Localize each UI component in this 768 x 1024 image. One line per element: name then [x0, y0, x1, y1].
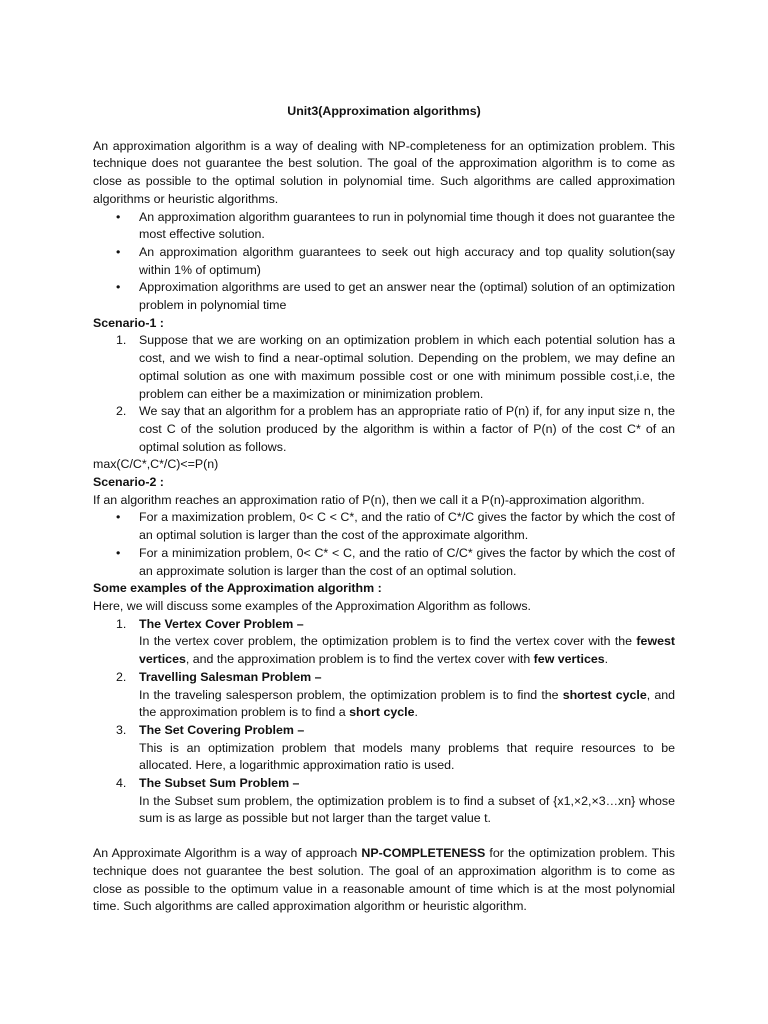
- example-item-2: [93, 669, 675, 722]
- scenario-1-heading: Scenario-1 :: [93, 315, 164, 330]
- example-1-text: [139, 633, 675, 668]
- closing-text-part: for the optimization problem. This technique does not guarantee the best solution. The goal of an approximation algorithm is to come as close as possible to the optimum value in a reasonable amount of time which is at the most polynomial time. Such algorithms are called approximation algorithm or heuristic algorithm.: [93, 846, 675, 914]
- page-title: Unit3(Approximation algorithms): [287, 104, 481, 118]
- closing-paragraph: [93, 845, 675, 916]
- example-2-title: 2. Travelling Salesman Problem –: [139, 669, 322, 684]
- intro-bullet-2: • An approximation algorithm guarantees to seek out high accuracy and top quality solution(say within 1% of optimum): [93, 244, 675, 279]
- scenario-2-bullet-1: • For a maximization problem, 0< C < C*, and the ratio of C*/C gives the factor by which the cost of an optimal solution is larger than the cost of the approximate algorithm.: [93, 509, 675, 544]
- closing-bold-term: NP-COMPLETENESS: [361, 846, 486, 861]
- scenario-2-heading: Scenario-2 :: [93, 475, 164, 490]
- example-3-text: This is an optimization problem that models many problems that require resources to be allocated. Here, a logarithmic approximation ratio is used.: [139, 740, 675, 773]
- example-3-title: 3. The Set Covering Problem –: [139, 722, 305, 737]
- examples-heading: Some examples of the Approximation algorithm :: [93, 581, 382, 596]
- example-item-1: [93, 616, 675, 669]
- example-2-text: [139, 687, 675, 722]
- scenario-2-text: If an algorithm reaches an approximation ratio of P(n), then we call it a P(n)-approximation algorithm.: [93, 492, 645, 507]
- example-1-title: 1. The Vertex Cover Problem –: [139, 616, 304, 631]
- example-2-bold-term: short cycle: [349, 705, 415, 720]
- example-1-bold-term: fewest vertices: [139, 634, 675, 667]
- document-body: [93, 103, 675, 916]
- example-item-4: [93, 775, 675, 828]
- example-item-3: [93, 722, 675, 775]
- scenario-2-bullet-2: • For a minimization problem, 0< C* < C, and the ratio of C/C* gives the factor by which the cost of an approximate solution is larger than the cost of an optimal solution.: [93, 545, 675, 580]
- intro-paragraph: An approximation algorithm is a way of dealing with NP-completeness for an optimization problem. This technique does not guarantee the best solution. The goal of the approximation algorithm is to come as close as possible to the optimal solution in polynomial time. Such algorithms are called approximation algorithms or heuristic algorithms.: [93, 138, 675, 206]
- intro-bullet-3: • Approximation algorithms are used to get an answer near the (optimal) solution of an optimization problem in polynomial time: [93, 279, 675, 314]
- intro-bullet-list: [93, 209, 675, 315]
- example-4-title: 4. The Subset Sum Problem –: [139, 776, 300, 791]
- example-1-text-part: In the vertex cover problem, the optimization problem is to find the vertex cover with the: [139, 634, 637, 649]
- closing-text-part: An Approximate Algorithm is a way of approach: [93, 846, 362, 861]
- scenario-2-bullet-list: [93, 509, 675, 580]
- examples-intro: Here, we will discuss some examples of the Approximation Algorithm as follows.: [93, 598, 531, 613]
- paragraph-gap: [93, 828, 675, 845]
- example-1-text-part: .: [604, 652, 609, 667]
- example-2-bold-term: shortest cycle: [562, 687, 647, 702]
- example-2-text-part: , and the approximation problem is to find a: [139, 687, 676, 720]
- scenario-1-item-1: 1. Suppose that we are working on an optimization problem in which each potential solution has a cost, and we wish to find a near-optimal solution. Depending on the problem, we may define an optimal solution as one with maximum possible cost or one with minimum possible cost,i.e, the problem can either be a maximization or minimization problem.: [93, 332, 675, 403]
- example-2-text-part: .: [414, 705, 418, 720]
- scenario-1-item-2: 2. We say that an algorithm for a problem has an appropriate ratio of P(n) if, for any input size n, the cost C of the solution produced by the algorithm is within a factor of P(n) of the cost C* of an optimal solution as follows.: [93, 403, 675, 456]
- intro-bullet-1: • An approximation algorithm guarantees to run in polynomial time though it does not guarantee the most effective solution.: [93, 209, 675, 244]
- example-1-text-part: , and the approximation problem is to find the vertex cover with: [185, 652, 534, 667]
- example-2-text-part: In the traveling salesperson problem, the optimization problem is to find the: [139, 687, 563, 702]
- ratio-formula: max(C/C*,C*/C)<=P(n): [93, 457, 219, 472]
- scenario-1-list: [93, 332, 675, 456]
- examples-list: [93, 616, 675, 828]
- example-1-bold-term: few vertices: [533, 652, 605, 667]
- example-4-text: In the Subset sum problem, the optimization problem is to find a subset of {x1,×2,×3…xn} whose sum is as large as possible but not larger than the target value t.: [139, 793, 675, 826]
